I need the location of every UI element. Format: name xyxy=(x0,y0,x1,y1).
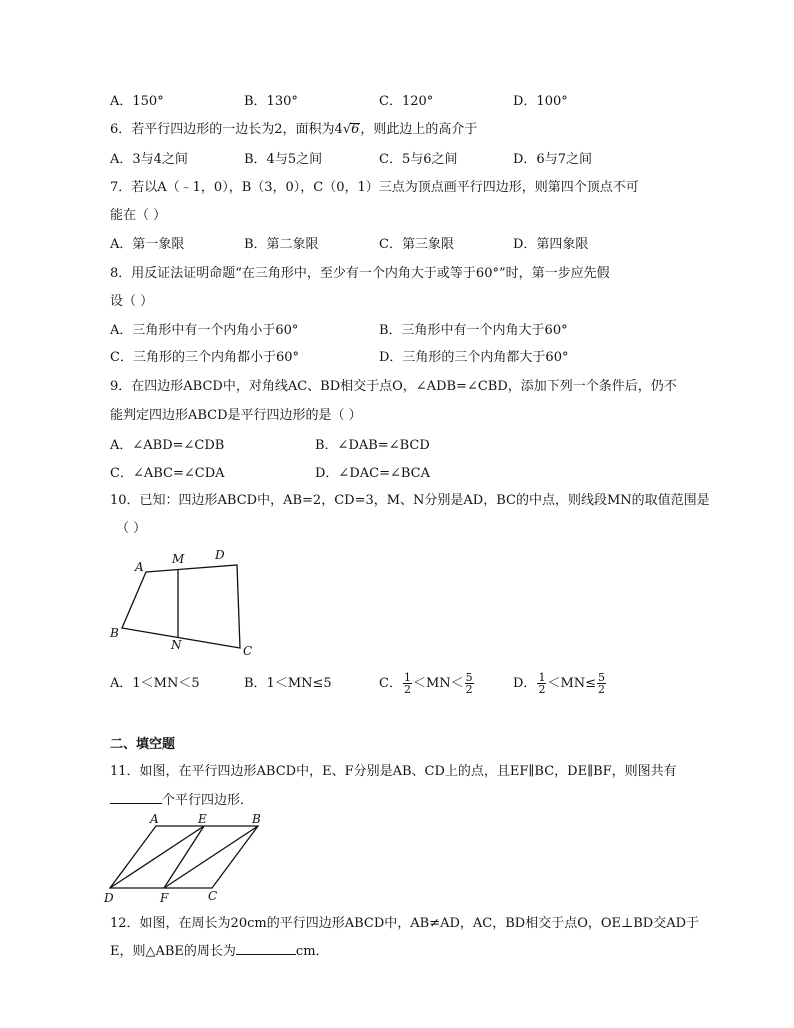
q11-segment-ef xyxy=(164,826,204,888)
q11-segment-de xyxy=(110,826,204,888)
q11-label-d: D xyxy=(104,891,114,904)
q10-option-a: A．1＜MN＜5 xyxy=(110,676,200,691)
q5-option-b: B．130° xyxy=(244,94,298,109)
q5-option-d: D．100° xyxy=(513,94,568,109)
q6-option-a: A．3与4之间 xyxy=(110,152,188,167)
q6-option-c: C．5与6之间 xyxy=(379,152,458,167)
q7-option-d: D．第四象限 xyxy=(513,237,589,252)
q10-option-d xyxy=(513,670,607,698)
q8-stem-line1: 8．用反证法证明命题“在三角形中，至少有一个内角大于或等于60°”时，第一步应先假 xyxy=(110,266,610,281)
q10-option-c-prefix: C． xyxy=(379,676,402,691)
q11-stem-line1: 11．如图，在平行四边形ABCD中，E、F分别是AB、CD上的点，且EF∥BC，DE∥BF，则图共有 xyxy=(110,764,677,779)
q10-option-d-prefix: D． xyxy=(513,676,537,691)
q10-option-c xyxy=(379,670,475,698)
q10-option-d-frac1 xyxy=(537,672,546,695)
q10-quadrilateral-abcd xyxy=(122,565,240,648)
q10-label-c: C xyxy=(243,644,253,658)
q11-label-b: B xyxy=(252,812,261,826)
q7-option-b: B．第二象限 xyxy=(244,237,319,252)
q9-stem-line2: 能判定四边形ABCD是平行四边形的是（ ） xyxy=(110,408,362,423)
q10-option-c-mid: ＜MN＜ xyxy=(412,676,464,691)
q7-stem-line1: 7．若以A（﹣1，0），B（3，0），C（0，1）三点为顶点画平行四边形，则第四个顶点不可 xyxy=(110,180,639,195)
q11-label-c: C xyxy=(208,889,218,903)
section-title-fill-blank: 二、填空题 xyxy=(110,737,176,752)
q10-option-d-frac2-num: 5 xyxy=(598,671,606,684)
q12-stem-line2 xyxy=(110,944,329,960)
q11-stem-line2 xyxy=(110,793,253,809)
q10-option-d-frac2 xyxy=(597,672,606,695)
q10-option-d-frac1-den: 2 xyxy=(538,683,546,696)
q8-option-b: B．三角形中有一个内角大于60° xyxy=(379,323,568,338)
q5-option-c: C．120° xyxy=(379,94,434,109)
q10-label-n: N xyxy=(171,638,182,652)
q12-answer-blank[interactable] xyxy=(236,944,296,955)
q10-stem-line1: 10．已知：四边形ABCD中，AB=2，CD=3，M、N分别是AD，BC的中点，则线段MN的取值范围是 xyxy=(110,493,710,508)
q10-label-m: M xyxy=(172,552,185,566)
q9-option-a: A．∠ABD=∠CDB xyxy=(110,438,225,453)
q6-option-b: B．4与5之间 xyxy=(244,152,323,167)
q10-option-c-frac1-den: 2 xyxy=(403,683,411,696)
q9-option-d: D．∠DAC=∠BCA xyxy=(315,466,430,481)
q11-stem-line2-post: 个平行四边形． xyxy=(162,793,254,808)
q11-label-a: A xyxy=(150,812,159,826)
q8-option-d: D．三角形的三个内角都大于60° xyxy=(379,350,569,365)
q12-stem-line1: 12．如图，在周长为20cm的平行四边形ABCD中，AB≠AD，AC，BD相交于点O，OE⊥BD交AD于 xyxy=(110,916,700,931)
q10-option-d-mid: ＜MN≤ xyxy=(547,676,597,691)
q11-answer-blank[interactable] xyxy=(110,793,162,804)
q10-label-d: D xyxy=(215,548,225,562)
q11-label-f: F xyxy=(160,891,169,904)
q10-option-c-frac1-num: 1 xyxy=(403,671,411,684)
q8-stem-line2: 设（ ） xyxy=(110,294,154,309)
q12-stem-line2-post: cm． xyxy=(295,944,329,959)
q6-stem-pre: 6．若平行四边形的一边长为2，面积为4 xyxy=(110,122,343,137)
q6-stem-post: ，则此边上的高介于 xyxy=(360,122,478,137)
q8-option-c: C．三角形的三个内角都小于60° xyxy=(110,350,299,365)
q9-option-b: B．∠DAB=∠BCD xyxy=(315,438,430,453)
q10-option-c-frac1 xyxy=(403,672,412,695)
q10-label-b: B xyxy=(110,626,119,640)
q7-option-a: A．第一象限 xyxy=(110,237,185,252)
q10-option-d-frac1-num: 1 xyxy=(538,671,546,684)
q6-stem: 6．若平行四边形的一边长为2，面积为4√6，则此边上的高介于 xyxy=(110,122,478,137)
q10-option-d-frac2-den: 2 xyxy=(598,683,606,696)
q7-option-c: C．第三象限 xyxy=(379,237,454,252)
q9-option-c: C．∠ABC=∠CDA xyxy=(110,466,225,481)
q6-option-d: D．6与7之间 xyxy=(513,152,592,167)
q7-stem-line2: 能在（ ） xyxy=(110,208,167,223)
q6-sqrt-value: 6 xyxy=(351,122,360,137)
q10-quadrilateral-figure xyxy=(100,545,270,660)
q5-option-a: A．150° xyxy=(110,94,164,109)
q10-option-c-frac2-den: 2 xyxy=(465,683,473,696)
q11-parallelogram-figure xyxy=(100,812,280,904)
q10-stem-line2: （ ） xyxy=(116,521,147,536)
q11-segment-bf xyxy=(164,826,258,888)
q11-label-e: E xyxy=(198,812,207,826)
q12-stem-line2-pre: E，则△ABE的周长为 xyxy=(110,944,236,959)
q10-label-a: A xyxy=(135,560,144,574)
q8-option-a: A．三角形中有一个内角小于60° xyxy=(110,323,299,338)
q9-stem-line1: 9．在四边形ABCD中，对角线AC、BD相交于点O，∠ADB=∠CBD，添加下列一个条件后，仍不 xyxy=(110,379,677,394)
q10-option-b: B．1＜MN≤5 xyxy=(244,676,332,691)
q10-option-c-frac2 xyxy=(465,672,474,695)
q10-option-c-frac2-num: 5 xyxy=(465,671,473,684)
